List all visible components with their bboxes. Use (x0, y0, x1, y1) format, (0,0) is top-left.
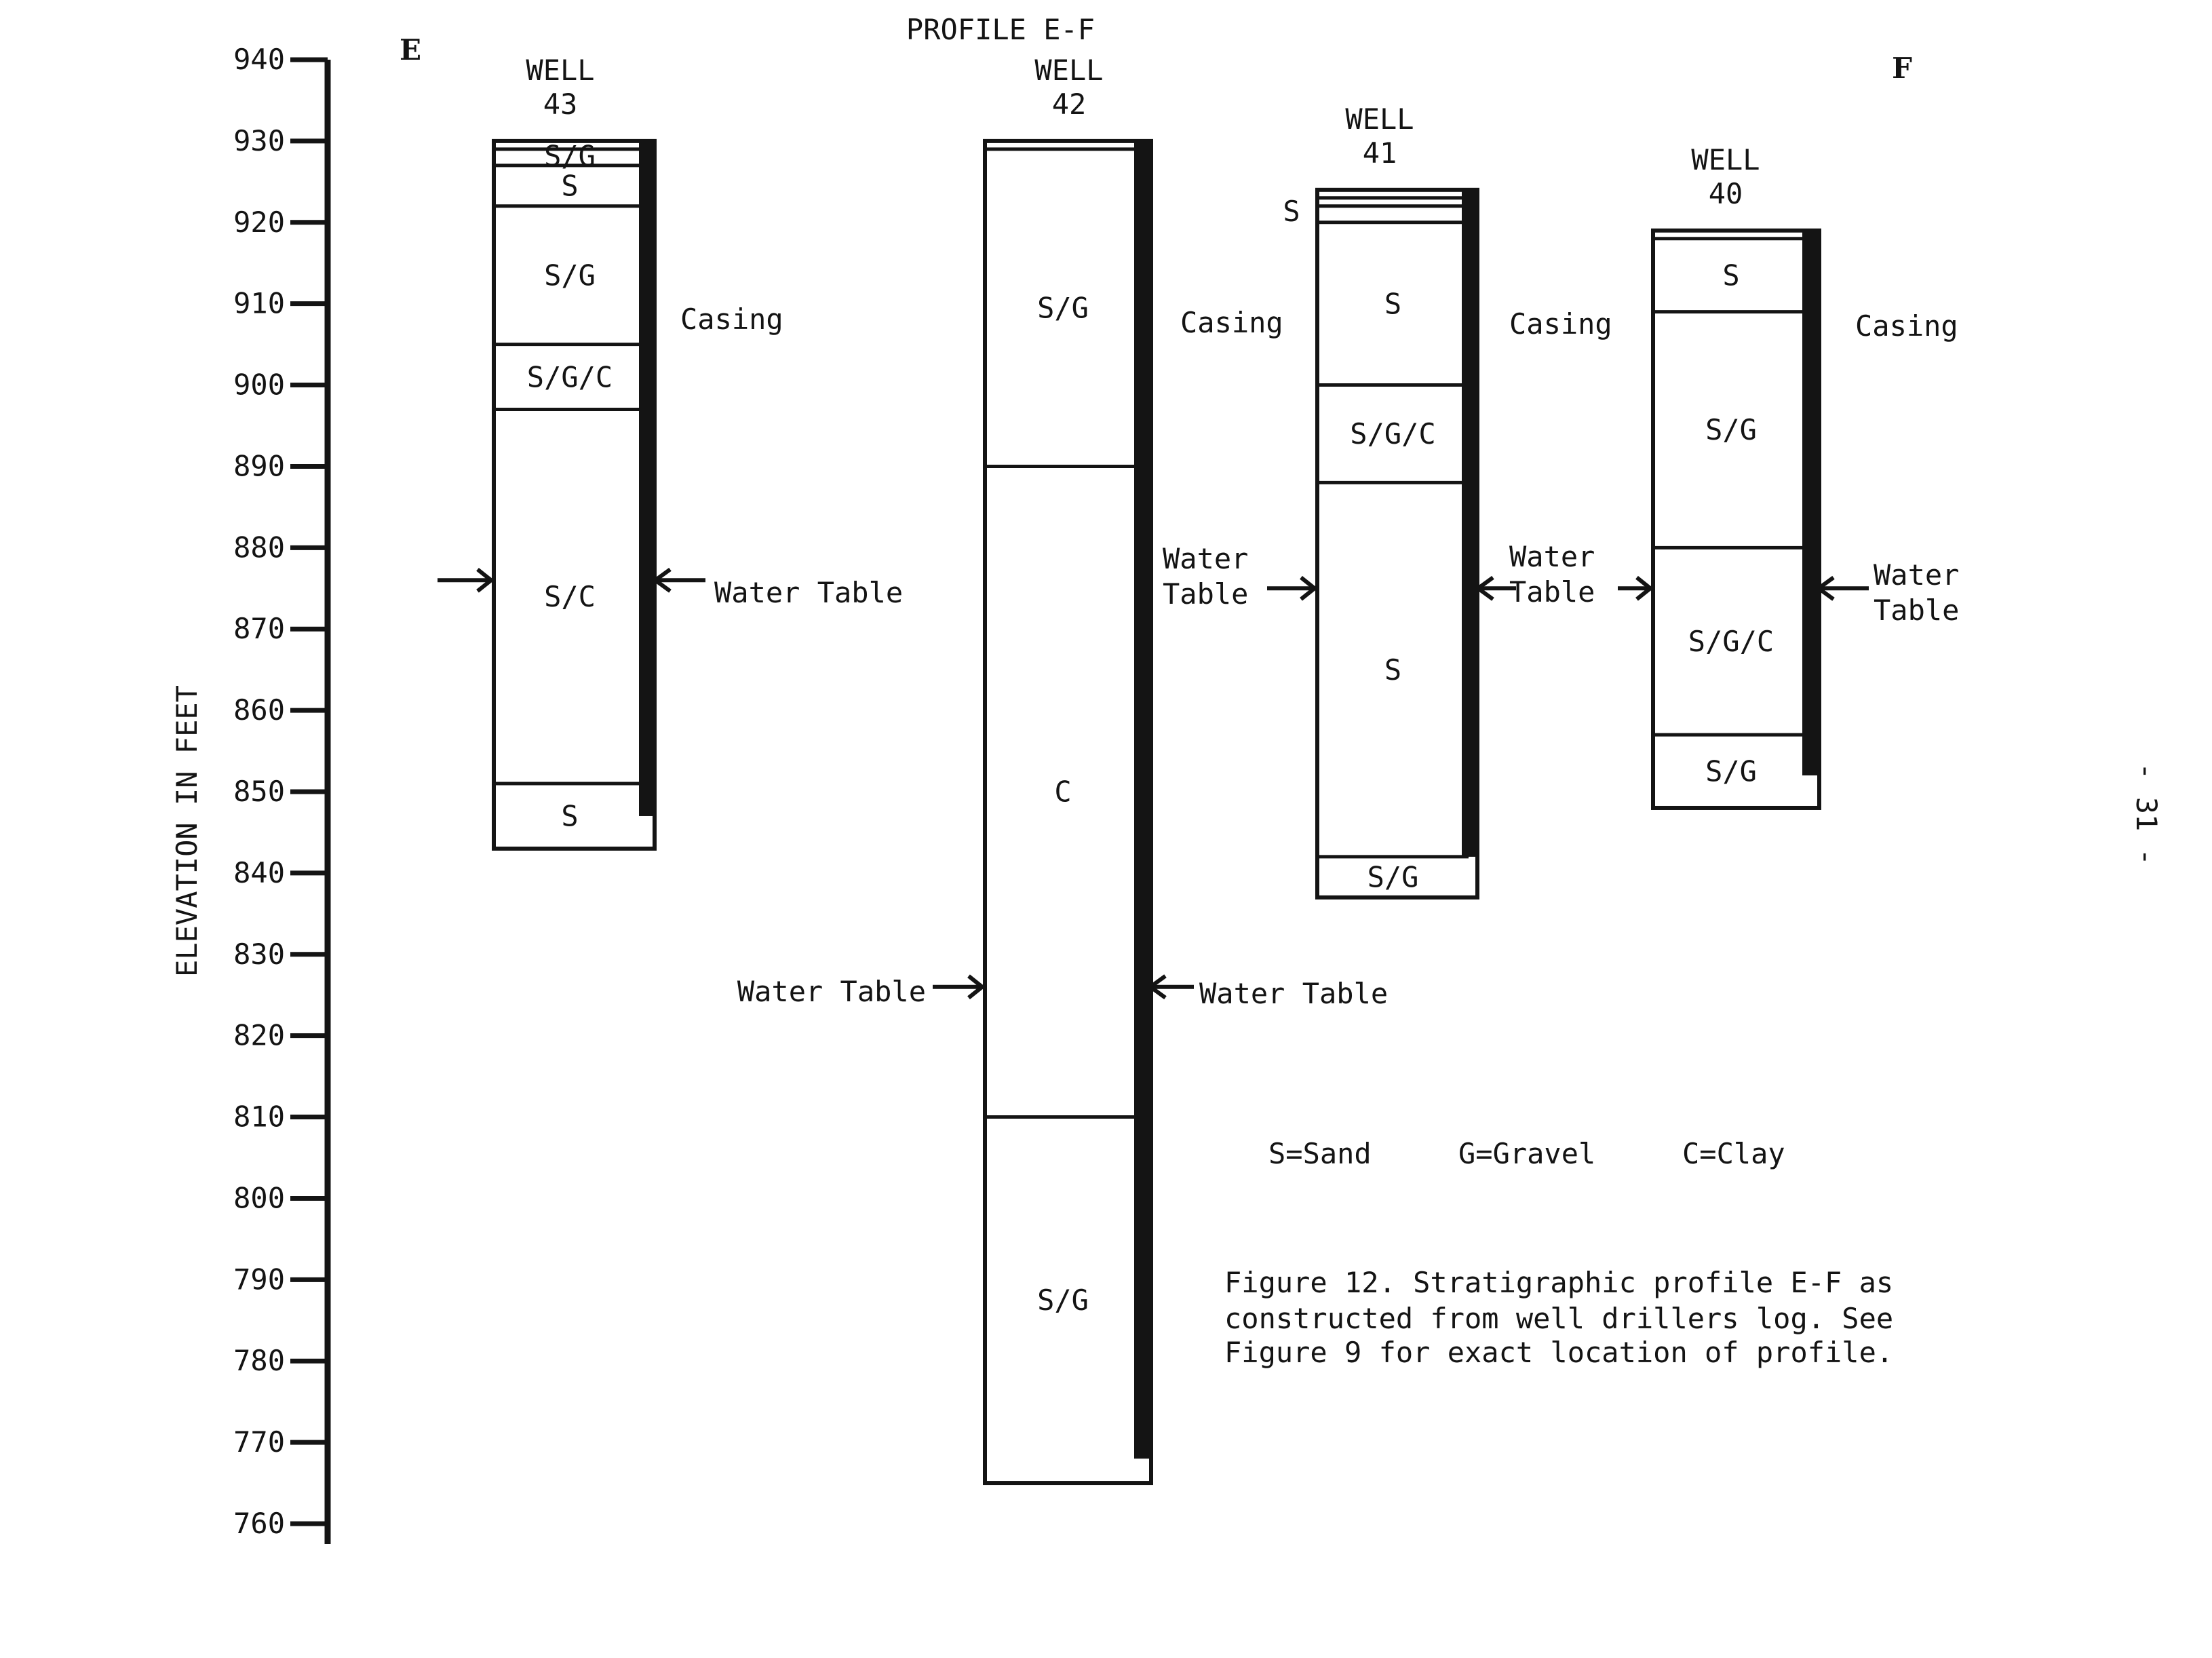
well-label: WELL (1345, 102, 1414, 136)
well-side-label: S (1283, 195, 1300, 228)
layer-label: S/G (1705, 754, 1757, 788)
axis-tick-label: 860 (233, 693, 285, 727)
well-boundary (494, 141, 655, 849)
water-table-label-line2: Table (1509, 575, 1595, 609)
water-table-label-line2: Table (1874, 594, 1960, 627)
water-table-label: Water Table (714, 576, 904, 609)
well-43 (438, 54, 903, 849)
axis-tick-label: 870 (233, 612, 285, 646)
layer-label: S/G/C (1688, 624, 1774, 658)
layer-label: S/G (1705, 413, 1757, 447)
axis-label: ELEVATION IN FEET (170, 685, 203, 977)
casing-bar (1462, 190, 1477, 857)
profile-title: PROFILE E-F (906, 13, 1095, 46)
layer-label: S (561, 169, 579, 203)
well-number: 42 (1051, 87, 1087, 121)
casing-bar (639, 141, 654, 816)
caption-line-1: Figure 12. Stratigraphic profile E-F as (1224, 1266, 1894, 1299)
water-table-label-left: Water Table (737, 975, 926, 1008)
legend-clay: C=Clay (1682, 1137, 1785, 1170)
axis-tick-label: 940 (233, 43, 285, 76)
well-number: 40 (1708, 176, 1743, 210)
well-label: WELL (1034, 53, 1104, 87)
axis-tick-label: 890 (233, 449, 285, 483)
axis-tick-label: 920 (233, 205, 285, 239)
layer-label: S (1384, 653, 1402, 687)
layer-label: S (561, 799, 579, 833)
legend-sand: S=Sand (1268, 1137, 1372, 1170)
casing-label: Casing (1855, 309, 1958, 343)
well-41 (1163, 102, 1612, 898)
well-label: WELL (1691, 142, 1760, 176)
well-boundary (1653, 231, 1819, 808)
legend (1268, 1137, 1785, 1170)
axis-tick-label: 780 (233, 1344, 285, 1378)
well-number: 41 (1362, 136, 1397, 170)
caption-line-2: constructed from well drillers log. See (1224, 1302, 1894, 1335)
layer-label: S/G (1037, 1284, 1089, 1317)
layer-label: C (1054, 775, 1072, 809)
water-table-label-left-line2: Table (1163, 577, 1249, 611)
layer-label: S/G/C (1350, 417, 1436, 451)
axis-tick-label: 930 (233, 123, 285, 157)
axis-tick-label: 800 (233, 1181, 285, 1215)
caption-line-3: Figure 9 for exact location of profile. (1224, 1336, 1894, 1369)
layer-label: S/G (1037, 291, 1089, 325)
layer-label: S/G/C (526, 360, 613, 394)
casing-label: Casing (680, 303, 783, 336)
casing-label: Casing (1509, 307, 1612, 341)
axis-tick-label: 770 (233, 1425, 285, 1459)
axis-tick-label: 760 (233, 1507, 285, 1540)
well-boundary (985, 141, 1151, 1483)
elevation-axis (233, 43, 328, 1544)
legend-gravel: G=Gravel (1458, 1137, 1596, 1170)
axis-tick-label: 880 (233, 531, 285, 564)
axis-tick-label: 820 (233, 1018, 285, 1052)
well-label: WELL (526, 53, 595, 87)
figure-caption (1224, 1266, 1893, 1369)
end-label-right: F (1892, 52, 1912, 85)
end-label-left: E (399, 33, 422, 66)
axis-tick-label: 810 (233, 1100, 285, 1134)
layer-label: S/G (544, 139, 596, 173)
well-40 (1618, 143, 1959, 808)
layer-label: S/G (544, 258, 596, 292)
axis-tick-label: 910 (233, 286, 285, 320)
water-table-label-left-line1: Water (1163, 542, 1249, 575)
water-table-label-line1: Water (1509, 540, 1595, 573)
casing-bar (1134, 141, 1149, 1459)
axis-tick-label: 840 (233, 855, 285, 889)
layer-label: S/G (1367, 860, 1419, 894)
page-number: - 31 - (2130, 763, 2163, 866)
well-number: 43 (543, 87, 578, 121)
layer-label: S (1722, 258, 1740, 292)
axis-tick-label: 900 (233, 368, 285, 402)
layer-label: S/C (544, 579, 596, 613)
water-table-label: Water Table (1199, 977, 1389, 1010)
axis-tick-label: 790 (233, 1262, 285, 1296)
casing-label: Casing (1180, 306, 1283, 339)
axis-tick-label: 830 (233, 937, 285, 971)
water-table-label-line1: Water (1874, 558, 1960, 592)
axis-tick-label: 850 (233, 775, 285, 808)
layer-label: S (1384, 287, 1402, 321)
